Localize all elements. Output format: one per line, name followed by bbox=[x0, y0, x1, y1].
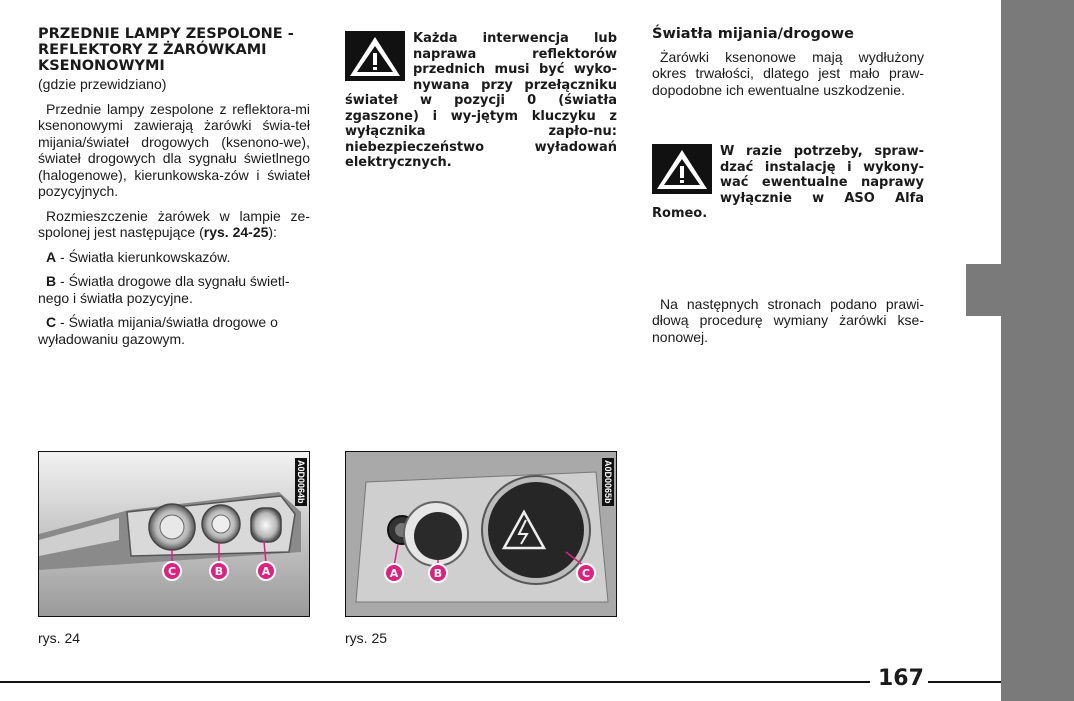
svg-text:C: C bbox=[581, 567, 591, 580]
procedure-paragraph: Na następnych stronach podano prawi-dłową procedurę wymiany żarówki kse-nonowej. bbox=[652, 295, 924, 345]
warning-block-2 bbox=[652, 144, 924, 222]
side-bar bbox=[1001, 0, 1074, 701]
svg-text:A: A bbox=[389, 567, 399, 580]
section-heading-2: Światła mijania/drogowe bbox=[652, 26, 855, 42]
section-subheading: (gdzie przewidziano) bbox=[38, 76, 167, 92]
footer-rule-right bbox=[928, 681, 1001, 683]
warning-triangle-icon bbox=[345, 31, 405, 81]
item-text: - Światła mijania/światła drogowe o wyładowaniu gazowym. bbox=[38, 314, 278, 347]
column-1 bbox=[38, 26, 310, 355]
lamp-rear-illustration bbox=[346, 452, 616, 616]
warning-triangle-icon bbox=[652, 144, 712, 194]
figure-code: A0D0065b bbox=[603, 460, 613, 504]
svg-text:B: B bbox=[433, 567, 443, 580]
headlamp-illustration bbox=[39, 452, 309, 616]
marker-b bbox=[210, 562, 228, 580]
list-item-c bbox=[38, 314, 310, 347]
figure-24 bbox=[38, 451, 310, 617]
page-number: 167 bbox=[878, 666, 924, 691]
figure-25 bbox=[345, 451, 617, 617]
svg-text:B: B bbox=[214, 565, 224, 578]
item-letter: B bbox=[46, 273, 57, 289]
list-item-b bbox=[38, 273, 310, 306]
figure-caption: rys. 25 bbox=[345, 630, 388, 646]
marker-c bbox=[163, 562, 181, 580]
figure-code: A0D0064b bbox=[296, 460, 306, 504]
marker-b bbox=[429, 564, 447, 582]
footer-rule-left bbox=[0, 681, 870, 683]
section-tab bbox=[966, 264, 1001, 316]
intro-paragraph: Przednie lampy zespolone z reflektora-mi ksenonowymi zawierają żarówki świa-teł mijania/świateł drogowych (ksenono-we), świateł drogowych dla sygnału świetlnego (halogenowe), kierunkowska-zów i świateł pozycyjnych. bbox=[38, 100, 310, 199]
marker-a bbox=[385, 564, 403, 582]
column-3 bbox=[652, 26, 924, 353]
marker-a bbox=[257, 562, 275, 580]
item-letter: C bbox=[46, 314, 57, 330]
figure-reference: rys. 24-25 bbox=[203, 224, 269, 240]
item-text: - Światła drogowe dla sygnału świetl-nego i światła pozycyjne. bbox=[38, 273, 290, 306]
layout-paragraph bbox=[38, 208, 310, 241]
list-item-a bbox=[38, 249, 310, 266]
marker-c bbox=[577, 564, 595, 582]
svg-text:A: A bbox=[261, 565, 271, 578]
xenon-paragraph: Żarówki ksenonowe mają wydłużony okres trwałości, dlatego jest mało praw-dopodobne ich ewentualne uszkodzenie. bbox=[652, 48, 924, 98]
svg-text:C: C bbox=[167, 565, 177, 578]
warning-block bbox=[345, 31, 617, 171]
layout-text: Rozmieszczenie żarówek w lampie ze-spolonej jest następujące ( bbox=[38, 207, 310, 240]
figure-caption: rys. 24 bbox=[38, 630, 81, 646]
column-2 bbox=[345, 31, 617, 171]
layout-end: ): bbox=[268, 224, 277, 240]
section-heading: PRZEDNIE LAMPY ZESPOLONE - REFLEKTORY Z ŻARÓWKAMI KSENONOWYMI bbox=[38, 26, 294, 74]
warning-text-2: W razie potrzeby, spraw-dzać instalację i wykony-wać ewentualne naprawy wyłącznie w ASO Alfa Romeo. bbox=[652, 144, 924, 221]
item-text: - Światła kierunkowskazów. bbox=[56, 248, 231, 265]
warning-text: Każda interwencja lub naprawa reflektorów przednich musi być wyko-nywana przy przełączniku świateł w pozycji 0 (światła zgaszone) i wy-jętym kluczyku z wyłącznika zapło-nu: niebezpieczeństwo wyładowań elektrycznych. bbox=[345, 31, 617, 170]
item-letter: A bbox=[46, 248, 57, 265]
